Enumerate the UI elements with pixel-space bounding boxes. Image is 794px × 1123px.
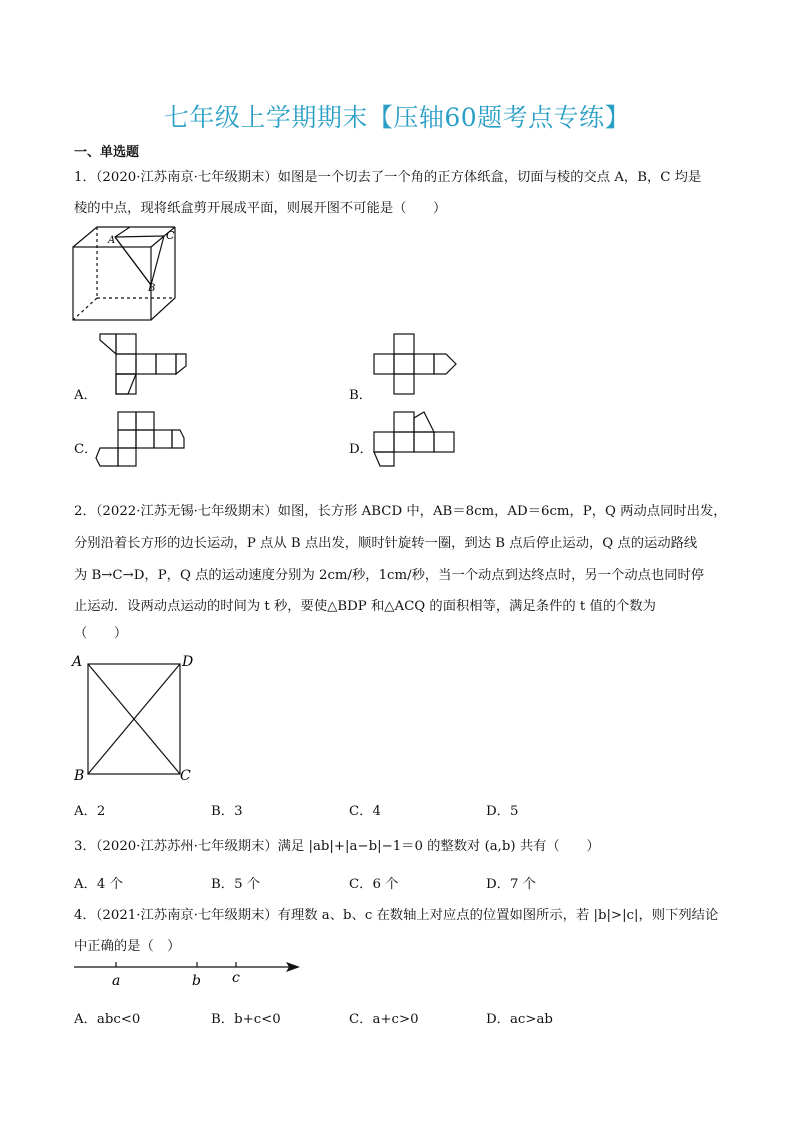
q3-option-a[interactable]: A．4 个 — [74, 877, 123, 892]
q3-option-c[interactable]: C．6 个 — [349, 877, 399, 892]
q4-option-d[interactable]: D．ac>ab — [486, 1012, 553, 1027]
axis-label-c: c — [232, 970, 240, 986]
q3-option-d[interactable]: D．7 个 — [486, 877, 536, 892]
rect-label-a: A — [72, 654, 83, 670]
page-title: 七年级上学期期末【压轴60题考点专练】 — [163, 103, 631, 132]
q1-option-c[interactable]: C． — [74, 442, 98, 457]
q2-line-4: 止运动．设两动点运动的时间为 t 秒，要使△BDP 和△ACQ 的面积相等，满足条件的 t 值的个数为 — [74, 599, 656, 614]
q2-option-d[interactable]: D．5 — [486, 804, 519, 819]
q3-option-b[interactable]: B．5 个 — [211, 877, 261, 892]
q2-option-c[interactable]: C．4 — [349, 804, 381, 819]
q1-cube-figure — [70, 225, 190, 325]
rect-label-d: D — [182, 654, 194, 670]
q2-rectangle-figure — [70, 652, 200, 787]
q2-option-b[interactable]: B．3 — [211, 804, 243, 819]
cube-label-b: B — [148, 283, 156, 294]
q2-line-3: 为 B→C→D，P，Q 点的运动速度分别为 2cm/秒，1cm/秒，当一个动点到达终点时，另一个动点也同时停 — [74, 568, 705, 583]
q2-line-1: 2．（2022·江苏无锡·七年级期末）如图，长方形 ABCD 中，AB＝8cm，AD＝6cm，P，Q 两动点同时出发， — [74, 504, 727, 519]
q2-option-a[interactable]: A．2 — [74, 804, 106, 819]
q1-net-b — [372, 332, 467, 397]
cube-label-c: C — [166, 229, 175, 242]
q4-line-1: 4．（2021·江苏南京·七年级期末）有理数 a、b、c 在数轴上对应点的位置如图所示，若 |b|>|c|，则下列结论 — [74, 908, 719, 923]
q1-option-a[interactable]: A． — [74, 388, 97, 403]
q4-number-line — [72, 955, 304, 991]
axis-label-b: b — [192, 973, 201, 989]
q1-option-d[interactable]: D． — [349, 442, 373, 457]
q2-line-2: 分别沿着长方形的边长运动，P 点从 B 点出发，顺时针旋转一圈，到达 B 点后停止运动，Q 点的运动路线 — [74, 536, 698, 551]
axis-label-a: a — [112, 973, 121, 989]
q1-line-1: 1．（2020·江苏南京·七年级期末）如图是一个切去了一个角的正方体纸盒，切面与棱的交点 A，B，C 均是 — [74, 170, 702, 185]
rect-label-c: C — [180, 768, 191, 784]
q2-line-5: （ ） — [74, 626, 128, 641]
q4-option-a[interactable]: A．abc<0 — [74, 1012, 141, 1027]
q1-option-b[interactable]: B． — [349, 388, 373, 403]
q1-net-d — [372, 410, 467, 475]
q4-option-c[interactable]: C．a+c>0 — [349, 1012, 419, 1027]
q4-line-2: 中正确的是（ ） — [74, 939, 181, 954]
rect-label-b: B — [74, 768, 85, 784]
q1-net-a — [98, 332, 193, 397]
cube-label-a: A — [108, 235, 116, 246]
q3-line-1: 3．（2020·江苏苏州·七年级期末）满足 |ab|+|a−b|−1＝0 的整数对 (a,b) 共有（ ） — [74, 839, 600, 854]
q4-option-b[interactable]: B．b+c<0 — [211, 1012, 281, 1027]
q1-net-c — [94, 410, 189, 475]
q1-line-2: 棱的中点，现将纸盒剪开展成平面，则展开图不可能是（ ） — [74, 201, 447, 216]
section-heading: 一、单选题 — [74, 145, 140, 160]
